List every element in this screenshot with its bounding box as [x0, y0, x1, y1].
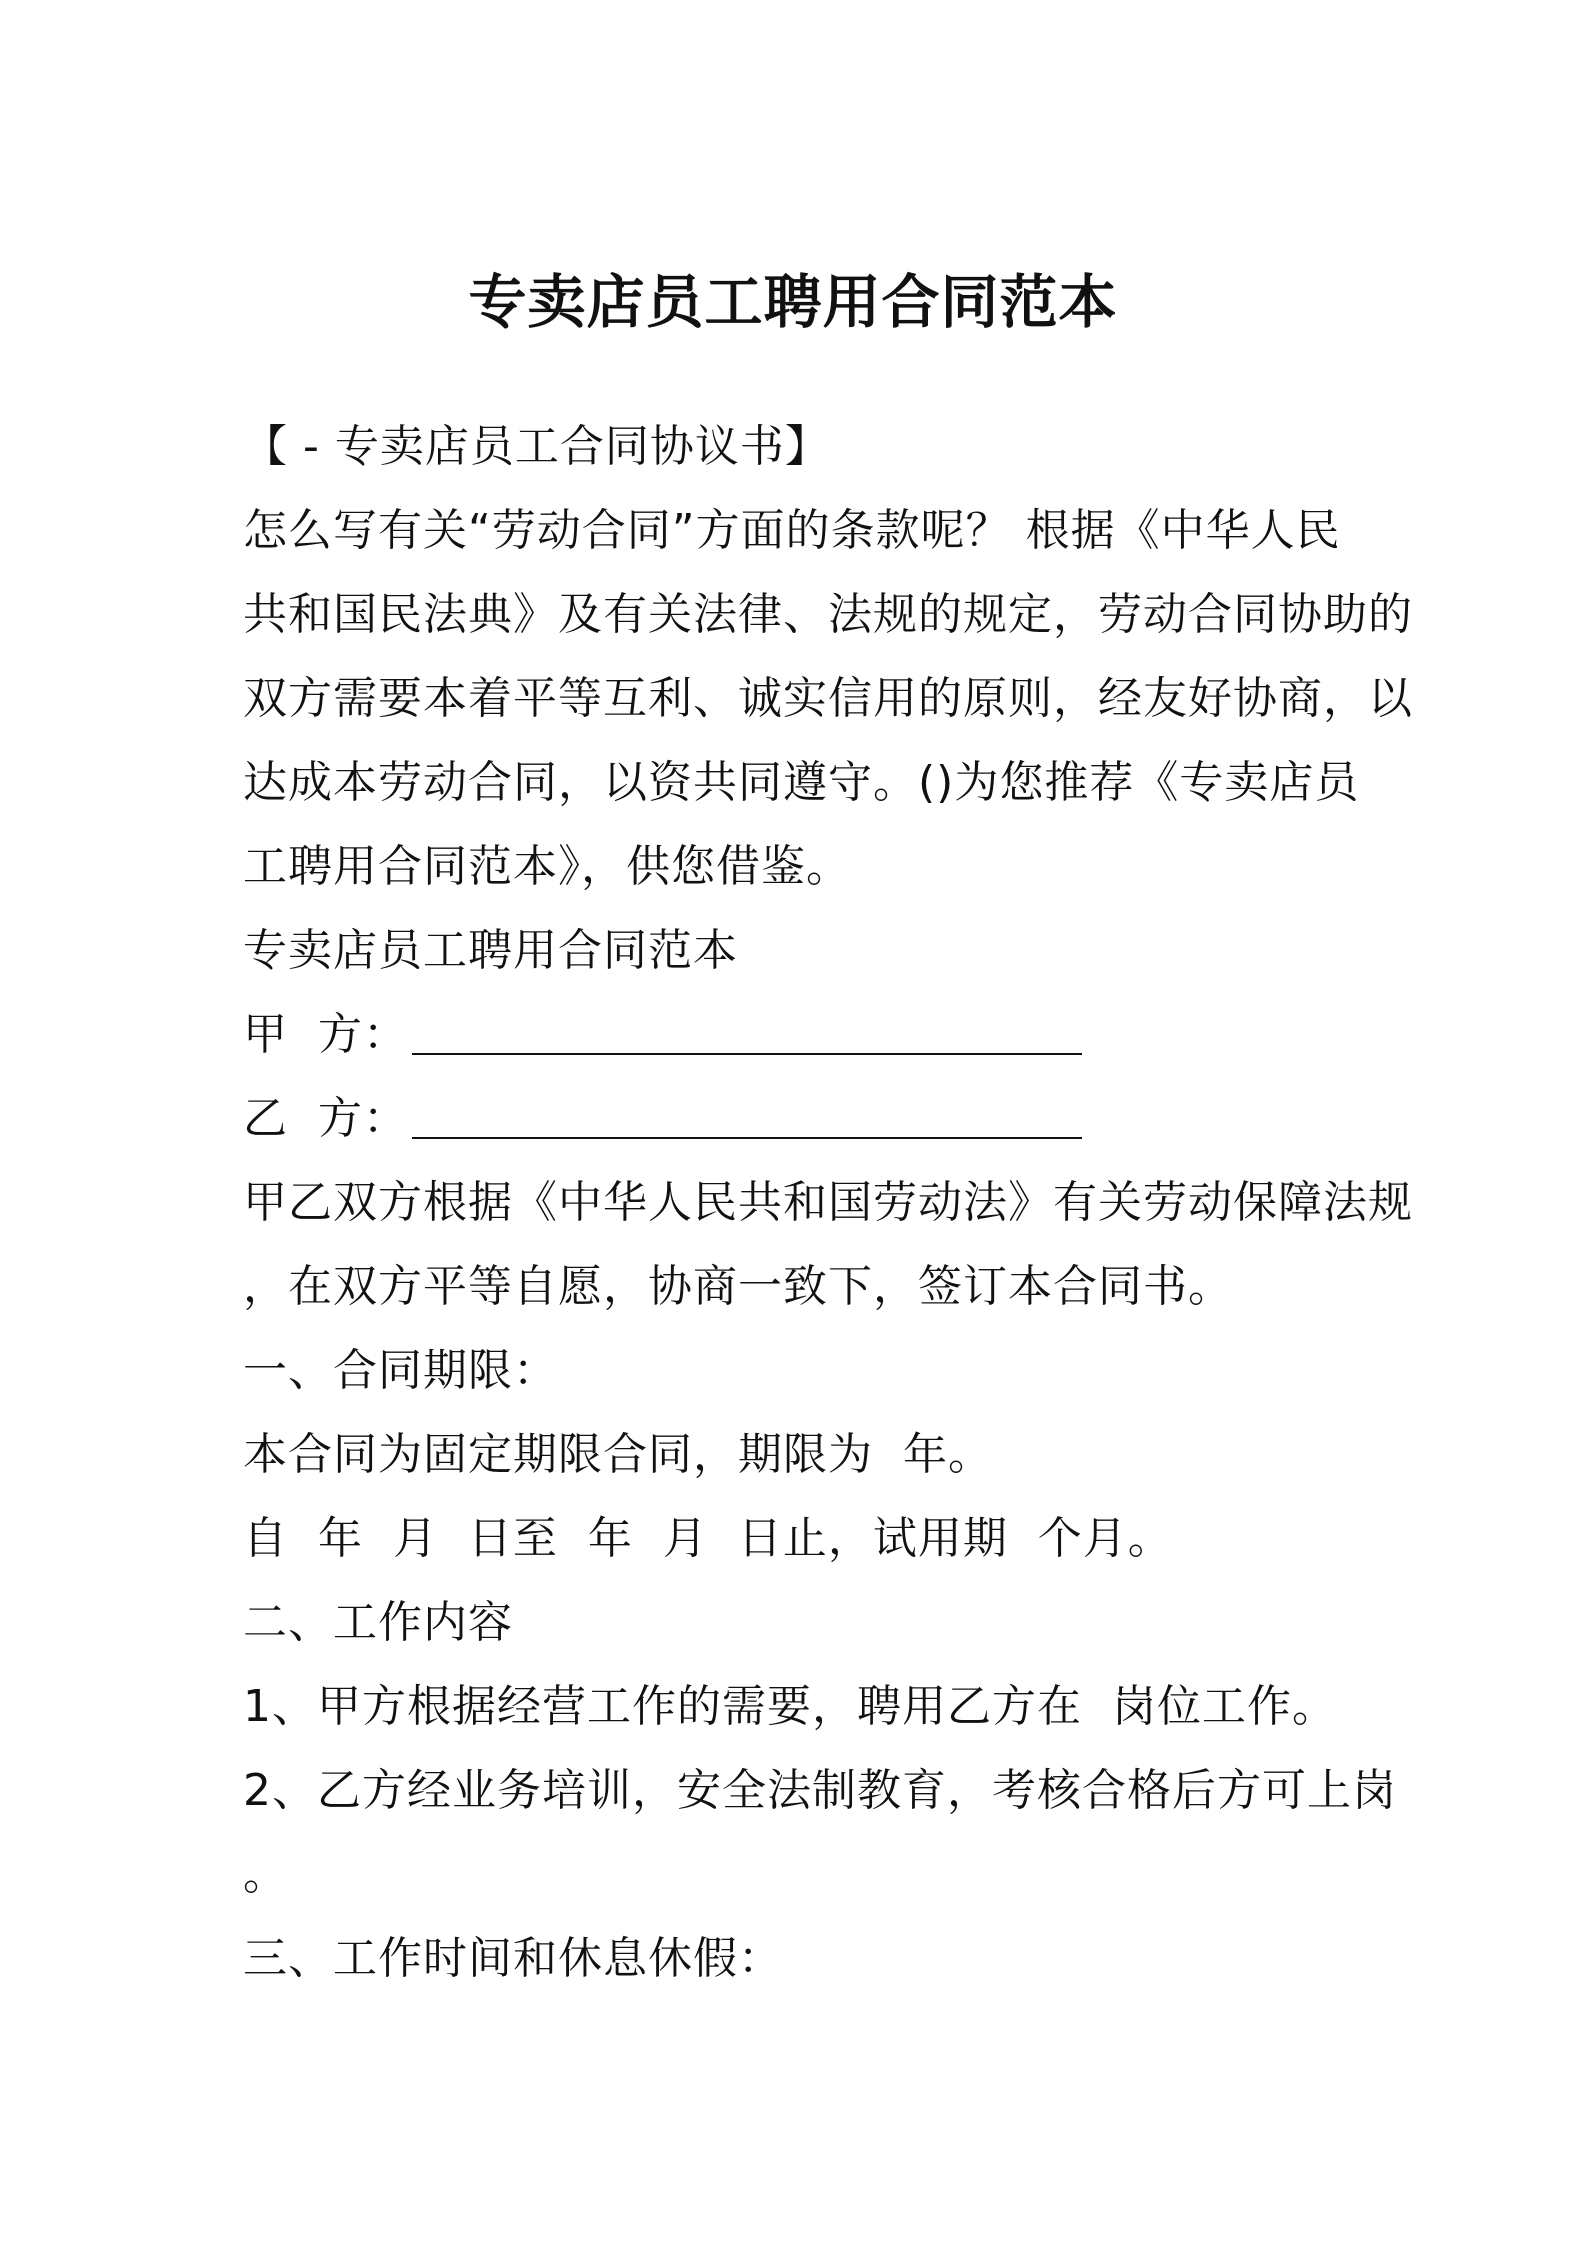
source-tag: 【 - 专卖店员工合同协议书】	[243, 421, 830, 472]
party-a-blank-line	[412, 1013, 1082, 1055]
party-a-label: 甲 方：	[243, 1009, 408, 1060]
section3-heading: 三、工作时间和休息休假：	[243, 1933, 783, 1984]
party-b-label: 乙 方：	[243, 1093, 408, 1144]
preamble-line: ，在双方平等自愿，协商一致下，签订本合同书。	[243, 1261, 1233, 1312]
intro-line: 怎么写有关“劳动合同”方面的条款呢？ 根据《中华人民	[243, 505, 1341, 556]
party-b-row	[243, 1077, 1363, 1161]
party-a-row	[243, 993, 1363, 1077]
intro-line: 双方需要本着平等互利、诚实信用的原则，经友好协商，以	[243, 673, 1413, 724]
intro-paragraph	[243, 489, 1413, 909]
section2-item-1: 1、甲方根据经营工作的需要，聘用乙方在 岗位工作。	[243, 1681, 1337, 1732]
document-body	[243, 405, 1413, 2001]
section2-item-2	[243, 1749, 1397, 1917]
preamble-line: 甲乙双方根据《中华人民共和国劳动法》有关劳动保障法规	[243, 1177, 1413, 1228]
intro-line: 达成本劳动合同，以资共同遵守。()为您推荐《专卖店员	[243, 757, 1360, 808]
party-b-blank-line	[412, 1097, 1082, 1139]
section1-heading: 一、合同期限：	[243, 1345, 558, 1396]
intro-line: 共和国民法典》及有关法律、法规的规定，劳动合同协助的	[243, 589, 1413, 640]
preamble-paragraph	[243, 1161, 1413, 1329]
section2-item-2-line: 。	[243, 1849, 288, 1900]
document-title: 专卖店员工聘用合同范本	[468, 268, 1118, 336]
section2-item-2-line: 2、乙方经业务培训，安全法制教育，考核合格后方可上岗	[243, 1765, 1397, 1816]
intro-line: 工聘用合同范本》，供您借鉴。	[243, 841, 851, 892]
section1-dates-line: 自 年 月 日至 年 月 日止，试用期 个月。	[243, 1513, 1173, 1564]
section1-term-line: 本合同为固定期限合同，期限为 年。	[243, 1429, 993, 1480]
section2-heading: 二、工作内容	[243, 1597, 513, 1648]
contract-subtitle: 专卖店员工聘用合同范本	[243, 925, 738, 976]
